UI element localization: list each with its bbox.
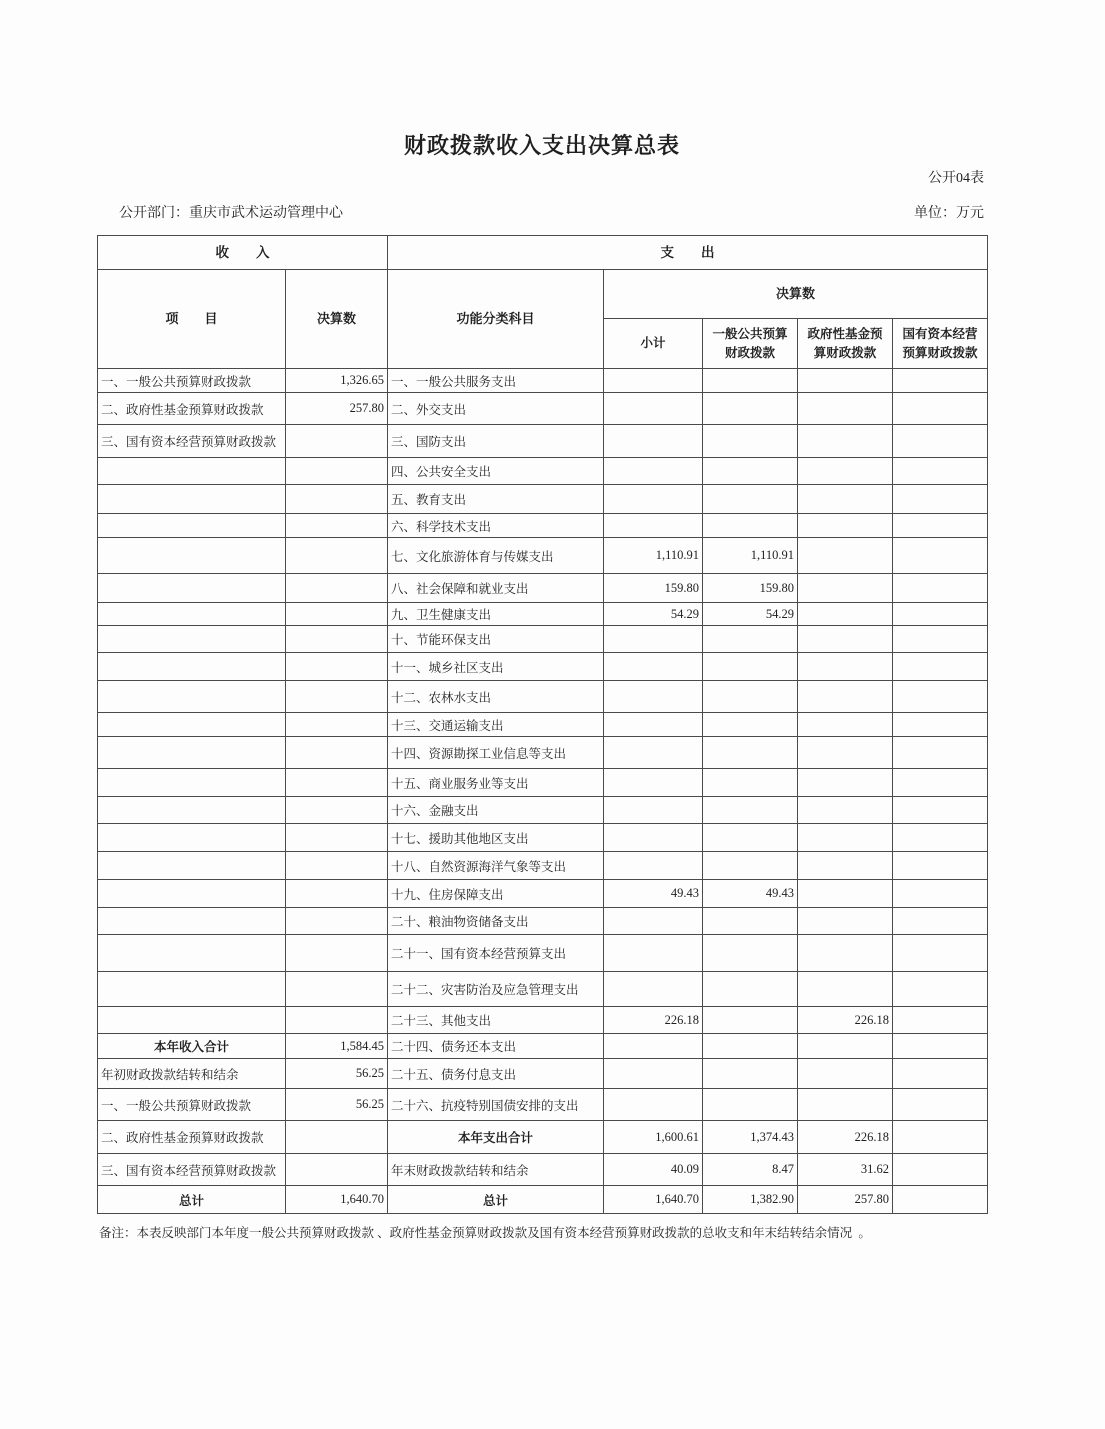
table-row xyxy=(98,393,988,425)
table-row xyxy=(98,972,988,1007)
state-capital-cell xyxy=(893,1089,988,1121)
expense-item-cell: 十三、交通运输支出 xyxy=(388,713,604,737)
income-amount-cell xyxy=(286,935,388,972)
unit-label: 单位：万元 xyxy=(914,206,984,221)
subtotal-cell: 1,110.91 xyxy=(604,538,703,574)
general-budget-cell xyxy=(703,824,798,852)
general-budget-cell xyxy=(703,485,798,514)
expense-item-cell: 一、一般公共服务支出 xyxy=(388,369,604,393)
income-amount-cell: 257.80 xyxy=(286,393,388,425)
expense-section-header: 支 出 xyxy=(388,236,988,270)
subtotal-cell xyxy=(604,852,703,880)
table-row xyxy=(98,369,988,393)
gov-fund-cell xyxy=(798,393,893,425)
gov-fund-cell xyxy=(798,538,893,574)
department-label: 公开部门：重庆市武术运动管理中心 xyxy=(119,206,343,221)
subtotal-cell xyxy=(604,485,703,514)
income-item-cell xyxy=(98,458,286,485)
col-header-gov-fund-budget: 政府性基金预算财政拨款 xyxy=(798,319,893,369)
income-amount-cell xyxy=(286,514,388,538)
expense-item-cell: 七、文化旅游体育与传媒支出 xyxy=(388,538,604,574)
income-amount-cell xyxy=(286,880,388,908)
income-item-cell xyxy=(98,972,286,1007)
meta-row xyxy=(97,202,987,222)
subtotal-cell xyxy=(604,514,703,538)
table-row xyxy=(98,852,988,880)
subtotal-cell xyxy=(604,737,703,769)
state-capital-cell xyxy=(893,485,988,514)
income-amount-cell xyxy=(286,626,388,653)
gov-fund-cell xyxy=(798,972,893,1007)
income-amount-cell xyxy=(286,653,388,681)
expense-item-cell: 十七、援助其他地区支出 xyxy=(388,824,604,852)
expense-item-cell: 四、公共安全支出 xyxy=(388,458,604,485)
general-budget-cell: 1,110.91 xyxy=(703,538,798,574)
subtotal-cell xyxy=(604,681,703,713)
table-row xyxy=(98,603,988,626)
income-amount-cell: 1,326.65 xyxy=(286,369,388,393)
subtotal-cell: 1,600.61 xyxy=(604,1121,703,1154)
income-item-cell xyxy=(98,880,286,908)
col-header-item: 项 目 xyxy=(98,270,286,369)
state-capital-cell xyxy=(893,393,988,425)
expense-item-cell: 总计 xyxy=(388,1186,604,1214)
income-amount-cell xyxy=(286,1007,388,1034)
general-budget-cell xyxy=(703,425,798,458)
table-row xyxy=(98,1034,988,1059)
general-budget-cell xyxy=(703,626,798,653)
income-item-cell xyxy=(98,713,286,737)
state-capital-cell xyxy=(893,1186,988,1214)
document-sheet xyxy=(97,0,987,1243)
gov-fund-cell xyxy=(798,681,893,713)
general-budget-cell: 54.29 xyxy=(703,603,798,626)
state-capital-cell xyxy=(893,852,988,880)
expense-item-cell: 二十五、债务付息支出 xyxy=(388,1059,604,1089)
income-item-cell: 三、国有资本经营预算财政拨款 xyxy=(98,1154,286,1186)
income-item-cell xyxy=(98,769,286,797)
gov-fund-cell xyxy=(798,737,893,769)
gov-fund-cell: 257.80 xyxy=(798,1186,893,1214)
col-header-income-amount: 决算数 xyxy=(286,270,388,369)
general-budget-cell xyxy=(703,653,798,681)
table-row xyxy=(98,713,988,737)
income-amount-cell xyxy=(286,972,388,1007)
state-capital-cell xyxy=(893,1007,988,1034)
general-budget-cell xyxy=(703,908,798,935)
gov-fund-cell xyxy=(798,1059,893,1089)
table-row xyxy=(98,935,988,972)
subtotal-cell xyxy=(604,935,703,972)
state-capital-cell xyxy=(893,824,988,852)
income-item-cell: 二、政府性基金预算财政拨款 xyxy=(98,1121,286,1154)
state-capital-cell xyxy=(893,538,988,574)
gov-fund-cell xyxy=(798,880,893,908)
expense-item-cell: 二十三、其他支出 xyxy=(388,1007,604,1034)
table-row xyxy=(98,737,988,769)
general-budget-cell: 8.47 xyxy=(703,1154,798,1186)
table-row xyxy=(98,653,988,681)
expense-item-cell: 十一、城乡社区支出 xyxy=(388,653,604,681)
gov-fund-cell: 226.18 xyxy=(798,1121,893,1154)
state-capital-cell xyxy=(893,514,988,538)
income-amount-cell: 1,584.45 xyxy=(286,1034,388,1059)
page-title: 财政拨款收入支出决算总表 xyxy=(403,133,680,158)
gov-fund-cell: 226.18 xyxy=(798,1007,893,1034)
col-header-expense-amount: 决算数 xyxy=(604,270,988,319)
subtotal-cell xyxy=(604,1059,703,1089)
table-row xyxy=(98,1121,988,1154)
income-item-cell xyxy=(98,653,286,681)
gov-fund-cell xyxy=(798,369,893,393)
table-code: 公开04表 xyxy=(928,171,984,186)
expense-item-cell: 二十、粮油物资储备支出 xyxy=(388,908,604,935)
table-row xyxy=(98,908,988,935)
general-budget-cell: 1,382.90 xyxy=(703,1186,798,1214)
general-budget-cell xyxy=(703,852,798,880)
state-capital-cell xyxy=(893,1121,988,1154)
gov-fund-cell xyxy=(798,852,893,880)
income-item-cell: 本年收入合计 xyxy=(98,1034,286,1059)
expense-item-cell: 本年支出合计 xyxy=(388,1121,604,1154)
table-row xyxy=(98,425,988,458)
table-row xyxy=(98,626,988,653)
gov-fund-cell xyxy=(798,824,893,852)
state-capital-cell xyxy=(893,425,988,458)
state-capital-cell xyxy=(893,653,988,681)
general-budget-cell xyxy=(703,1089,798,1121)
budget-summary-table xyxy=(97,235,988,1214)
subtotal-cell xyxy=(604,458,703,485)
income-amount-cell xyxy=(286,769,388,797)
income-amount-cell xyxy=(286,1154,388,1186)
subtotal-cell: 159.80 xyxy=(604,574,703,603)
income-item-cell xyxy=(98,824,286,852)
income-amount-cell xyxy=(286,797,388,824)
state-capital-cell xyxy=(893,713,988,737)
income-section-header: 收 入 xyxy=(98,236,388,270)
subtotal-cell: 226.18 xyxy=(604,1007,703,1034)
income-item-cell xyxy=(98,514,286,538)
expense-item-cell: 八、社会保障和就业支出 xyxy=(388,574,604,603)
subtotal-cell xyxy=(604,626,703,653)
income-amount-cell xyxy=(286,538,388,574)
state-capital-cell xyxy=(893,972,988,1007)
gov-fund-cell xyxy=(798,653,893,681)
income-amount-cell xyxy=(286,458,388,485)
col-header-subtotal: 小计 xyxy=(604,319,703,369)
subtotal-cell xyxy=(604,972,703,1007)
table-row xyxy=(98,824,988,852)
income-item-cell xyxy=(98,681,286,713)
gov-fund-cell xyxy=(798,574,893,603)
general-budget-cell: 49.43 xyxy=(703,880,798,908)
gov-fund-cell xyxy=(798,514,893,538)
income-item-cell xyxy=(98,626,286,653)
income-amount-cell xyxy=(286,603,388,626)
income-amount-cell xyxy=(286,1121,388,1154)
gov-fund-cell xyxy=(798,713,893,737)
state-capital-cell xyxy=(893,626,988,653)
general-budget-cell xyxy=(703,737,798,769)
general-budget-cell xyxy=(703,514,798,538)
gov-fund-cell xyxy=(798,935,893,972)
gov-fund-cell xyxy=(798,626,893,653)
table-row xyxy=(98,514,988,538)
general-budget-cell: 1,374.43 xyxy=(703,1121,798,1154)
state-capital-cell xyxy=(893,737,988,769)
state-capital-cell xyxy=(893,1059,988,1089)
general-budget-cell xyxy=(703,797,798,824)
col-header-state-capital-budget: 国有资本经营预算财政拨款 xyxy=(893,319,988,369)
general-budget-cell xyxy=(703,1007,798,1034)
income-item-cell: 年初财政拨款结转和结余 xyxy=(98,1059,286,1089)
income-item-cell xyxy=(98,1007,286,1034)
gov-fund-cell xyxy=(798,1034,893,1059)
subtotal-cell: 49.43 xyxy=(604,880,703,908)
expense-item-cell: 三、国防支出 xyxy=(388,425,604,458)
income-amount-cell xyxy=(286,713,388,737)
table-row xyxy=(98,769,988,797)
subtotal-cell xyxy=(604,425,703,458)
general-budget-cell xyxy=(703,713,798,737)
subtotal-cell xyxy=(604,653,703,681)
table-row xyxy=(98,797,988,824)
table-row xyxy=(98,880,988,908)
state-capital-cell xyxy=(893,458,988,485)
income-item-cell xyxy=(98,852,286,880)
state-capital-cell xyxy=(893,369,988,393)
state-capital-cell xyxy=(893,935,988,972)
income-item-cell: 三、国有资本经营预算财政拨款 xyxy=(98,425,286,458)
state-capital-cell xyxy=(893,769,988,797)
footnote: 备注：本表反映部门本年度一般公共预算财政拨款 、政府性基金预算财政拨款及国有资本经营预算财政拨款的总收支和年末结转结余情况 。 xyxy=(99,1226,871,1240)
income-amount-cell xyxy=(286,681,388,713)
expense-item-cell: 年末财政拨款结转和结余 xyxy=(388,1154,604,1186)
col-header-general-budget: 一般公共预算财政拨款 xyxy=(703,319,798,369)
income-item-cell: 一、一般公共预算财政拨款 xyxy=(98,369,286,393)
subtotal-cell xyxy=(604,824,703,852)
subtotal-cell: 40.09 xyxy=(604,1154,703,1186)
income-amount-cell: 56.25 xyxy=(286,1059,388,1089)
expense-item-cell: 二十六、抗疫特别国债安排的支出 xyxy=(388,1089,604,1121)
table-row xyxy=(98,458,988,485)
table-row xyxy=(98,681,988,713)
general-budget-cell xyxy=(703,1059,798,1089)
table-row xyxy=(98,1059,988,1089)
income-item-cell xyxy=(98,737,286,769)
general-budget-cell: 159.80 xyxy=(703,574,798,603)
gov-fund-cell: 31.62 xyxy=(798,1154,893,1186)
income-item-cell xyxy=(98,797,286,824)
general-budget-cell xyxy=(703,1034,798,1059)
income-amount-cell xyxy=(286,737,388,769)
expense-item-cell: 九、卫生健康支出 xyxy=(388,603,604,626)
state-capital-cell xyxy=(893,908,988,935)
state-capital-cell xyxy=(893,797,988,824)
income-item-cell xyxy=(98,574,286,603)
income-item-cell xyxy=(98,935,286,972)
gov-fund-cell xyxy=(798,485,893,514)
expense-item-cell: 二、外交支出 xyxy=(388,393,604,425)
table-row xyxy=(98,1186,988,1214)
column-header-row xyxy=(98,270,988,319)
general-budget-cell xyxy=(703,972,798,1007)
expense-item-cell: 十四、资源勘探工业信息等支出 xyxy=(388,737,604,769)
gov-fund-cell xyxy=(798,603,893,626)
gov-fund-cell xyxy=(798,458,893,485)
subtotal-cell xyxy=(604,908,703,935)
income-amount-cell xyxy=(286,824,388,852)
table-row xyxy=(98,574,988,603)
state-capital-cell xyxy=(893,681,988,713)
subtotal-cell xyxy=(604,1089,703,1121)
expense-item-cell: 六、科学技术支出 xyxy=(388,514,604,538)
gov-fund-cell xyxy=(798,1089,893,1121)
subtotal-cell xyxy=(604,797,703,824)
income-amount-cell xyxy=(286,852,388,880)
subtotal-cell: 54.29 xyxy=(604,603,703,626)
subtotal-cell xyxy=(604,1034,703,1059)
expense-item-cell: 十五、商业服务业等支出 xyxy=(388,769,604,797)
section-header-row xyxy=(98,236,988,270)
general-budget-cell xyxy=(703,769,798,797)
table-row xyxy=(98,485,988,514)
gov-fund-cell xyxy=(798,797,893,824)
subtotal-cell: 1,640.70 xyxy=(604,1186,703,1214)
general-budget-cell xyxy=(703,458,798,485)
expense-item-cell: 二十一、国有资本经营预算支出 xyxy=(388,935,604,972)
expense-item-cell: 二十四、债务还本支出 xyxy=(388,1034,604,1059)
income-amount-cell xyxy=(286,574,388,603)
income-item-cell xyxy=(98,908,286,935)
state-capital-cell xyxy=(893,1034,988,1059)
table-row xyxy=(98,1007,988,1034)
income-amount-cell xyxy=(286,425,388,458)
income-item-cell xyxy=(98,485,286,514)
income-amount-cell xyxy=(286,908,388,935)
gov-fund-cell xyxy=(798,769,893,797)
expense-item-cell: 十六、金融支出 xyxy=(388,797,604,824)
expense-item-cell: 十二、农林水支出 xyxy=(388,681,604,713)
income-item-cell: 总计 xyxy=(98,1186,286,1214)
gov-fund-cell xyxy=(798,908,893,935)
expense-item-cell: 二十二、灾害防治及应急管理支出 xyxy=(388,972,604,1007)
income-item-cell: 二、政府性基金预算财政拨款 xyxy=(98,393,286,425)
income-item-cell: 一、一般公共预算财政拨款 xyxy=(98,1089,286,1121)
expense-item-cell: 十九、住房保障支出 xyxy=(388,880,604,908)
general-budget-cell xyxy=(703,935,798,972)
expense-item-cell: 十八、自然资源海洋气象等支出 xyxy=(388,852,604,880)
table-row xyxy=(98,538,988,574)
subtotal-cell xyxy=(604,769,703,797)
income-item-cell xyxy=(98,603,286,626)
income-amount-cell xyxy=(286,485,388,514)
state-capital-cell xyxy=(893,574,988,603)
gov-fund-cell xyxy=(798,425,893,458)
subtotal-cell xyxy=(604,369,703,393)
table-row xyxy=(98,1089,988,1121)
income-item-cell xyxy=(98,538,286,574)
expense-item-cell: 十、节能环保支出 xyxy=(388,626,604,653)
subtotal-cell xyxy=(604,393,703,425)
state-capital-cell xyxy=(893,603,988,626)
table-row xyxy=(98,1154,988,1186)
general-budget-cell xyxy=(703,681,798,713)
income-amount-cell: 56.25 xyxy=(286,1089,388,1121)
subtotal-cell xyxy=(604,713,703,737)
state-capital-cell xyxy=(893,880,988,908)
income-amount-cell: 1,640.70 xyxy=(286,1186,388,1214)
expense-item-cell: 五、教育支出 xyxy=(388,485,604,514)
general-budget-cell xyxy=(703,393,798,425)
col-header-functional-category: 功能分类科目 xyxy=(388,270,604,369)
general-budget-cell xyxy=(703,369,798,393)
state-capital-cell xyxy=(893,1154,988,1186)
